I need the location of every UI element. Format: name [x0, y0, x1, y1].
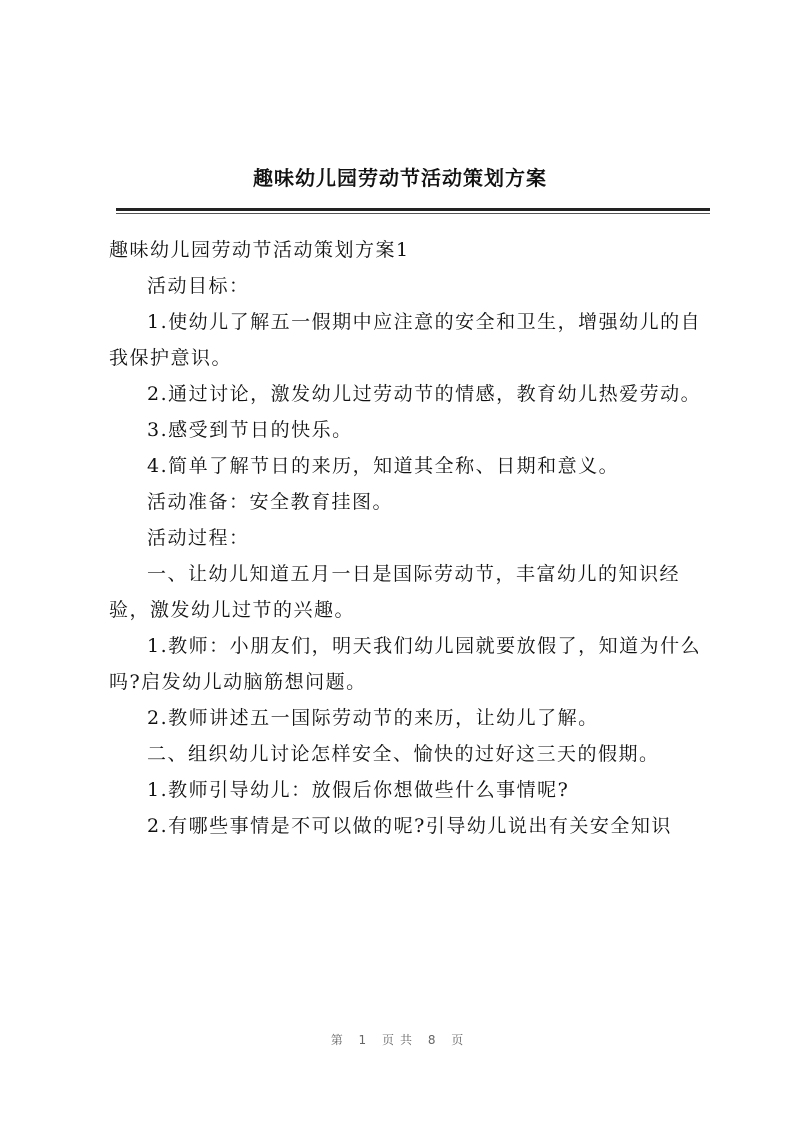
document-title: 趣味幼儿园劳动节活动策划方案	[253, 166, 547, 190]
paragraph: 1.使幼儿了解五一假期中应注意的安全和卫生，增强幼儿的自我保护意识。	[109, 311, 702, 369]
document-body	[109, 232, 712, 844]
page-number-footer: 第 1 页共 8 页	[330, 1033, 470, 1047]
paragraph: 二、组织幼儿讨论怎样安全、愉快的过好这三天的假期。	[147, 743, 660, 765]
paragraph: 2.有哪些事情是不可以做的呢?引导幼儿说出有关安全知识	[147, 815, 672, 837]
title-divider	[116, 208, 710, 211]
paragraph: 活动准备：安全教育挂图。	[147, 491, 394, 513]
title-divider-thin	[116, 213, 710, 214]
paragraph: 1.教师引导幼儿：放假后你想做些什么事情呢?	[147, 779, 570, 801]
paragraph: 2.教师讲述五一国际劳动节的来历，让幼儿了解。	[147, 707, 599, 729]
paragraph: 4.简单了解节日的来历，知道其全称、日期和意义。	[147, 455, 620, 477]
section-heading: 趣味幼儿园劳动节活动策划方案1	[109, 239, 410, 261]
paragraph: 活动过程：	[147, 527, 250, 549]
paragraph: 一、让幼儿知道五月一日是国际劳动节，丰富幼儿的知识经验，激发幼儿过节的兴趣。	[109, 563, 681, 621]
paragraph: 活动目标：	[147, 275, 250, 297]
paragraph: 3.感受到节日的快乐。	[147, 419, 353, 441]
paragraph: 2.通过讨论，激发幼儿过劳动节的情感，教育幼儿热爱劳动。	[147, 383, 702, 405]
paragraph: 1.教师：小朋友们，明天我们幼儿园就要放假了，知道为什么吗?启发幼儿动脑筋想问题。	[109, 635, 702, 693]
